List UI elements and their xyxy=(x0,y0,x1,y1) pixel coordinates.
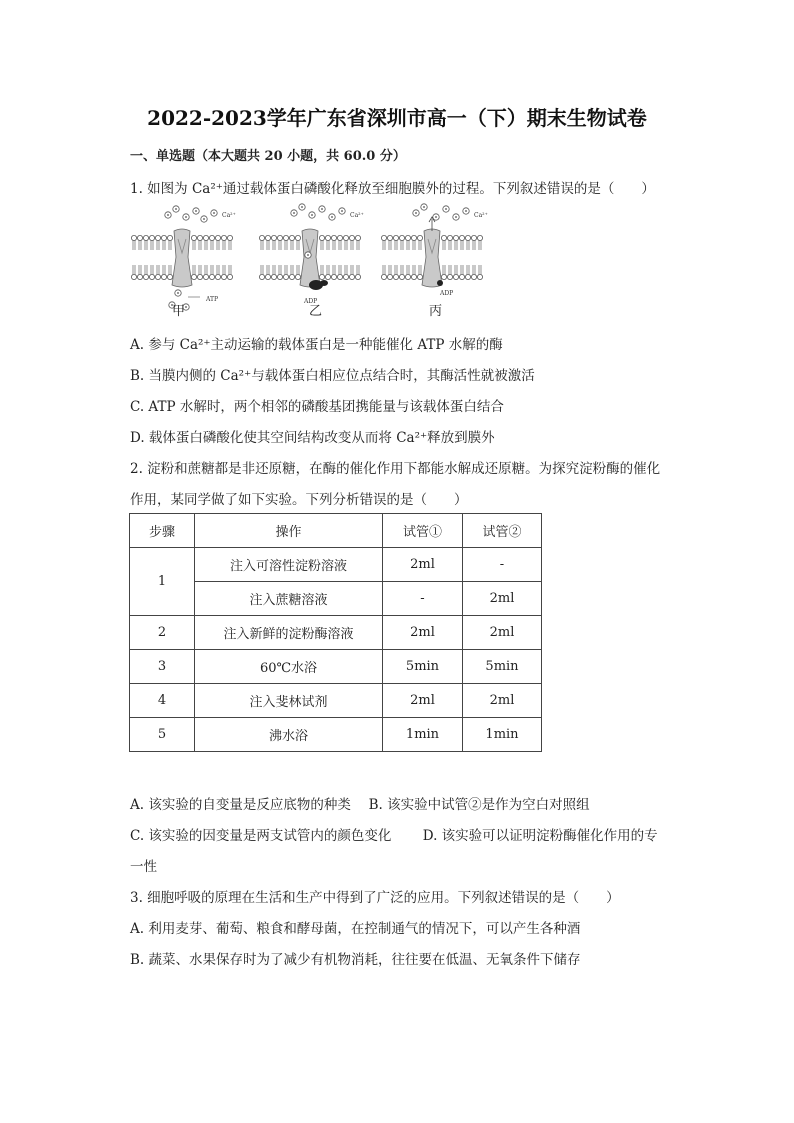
cell-tube-1: 2ml xyxy=(383,616,463,650)
panel-jia xyxy=(131,206,232,310)
header-operation: 操作 xyxy=(195,514,383,548)
cell-tube-2: 1min xyxy=(463,718,542,752)
figure-label-yi: 乙 xyxy=(309,304,323,319)
q2-options-line3: 一性 xyxy=(130,859,157,875)
header-step: 步骤 xyxy=(130,514,195,548)
cell-operation: 沸水浴 xyxy=(195,718,383,752)
cell-step: 4 xyxy=(130,684,195,718)
q1-option-c: C. ATP 水解时，两个相邻的磷酸基团携能量与该载体蛋白结合 xyxy=(130,399,504,415)
cell-operation: 注入斐林试剂 xyxy=(195,684,383,718)
q3-option-a: A. 利用麦芽、葡萄、粮食和酵母菌，在控制通气的情况下，可以产生各种酒 xyxy=(130,921,581,937)
ion-label-3: Ca²⁺ xyxy=(474,212,488,219)
panel-yi xyxy=(259,204,360,305)
cell-step: 3 xyxy=(130,650,195,684)
question-2-stem-line2: 作用，某同学做了如下实验。下列分析错误的是（ ） xyxy=(130,492,468,508)
panel-bing xyxy=(381,204,482,297)
cell-tube-1: 1min xyxy=(383,718,463,752)
table-row xyxy=(130,650,542,684)
cell-operation: 注入可溶性淀粉溶液 xyxy=(195,548,383,582)
header-tube-2: 试管② xyxy=(463,514,542,548)
cell-operation: 注入新鲜的淀粉酶溶液 xyxy=(195,616,383,650)
q1-option-a: A. 参与 Ca²⁺主动运输的载体蛋白是一种能催化 ATP 水解的酶 xyxy=(130,337,503,353)
atp-label: ATP xyxy=(206,296,219,303)
cell-tube-2: 2ml xyxy=(463,582,542,616)
q2-options-line1: A. 该实验的自变量是反应底物的种类 B. 该实验中试管②是作为空白对照组 xyxy=(130,797,590,813)
table-row xyxy=(130,548,542,582)
table-header-row xyxy=(130,514,542,548)
cell-tube-1: 5min xyxy=(383,650,463,684)
cell-step: 5 xyxy=(130,718,195,752)
cell-tube-2: 2ml xyxy=(463,616,542,650)
figure-label-bing: 丙 xyxy=(429,304,443,319)
cell-tube-1: 2ml xyxy=(383,548,463,582)
cell-step: 1 xyxy=(130,548,195,616)
cell-tube-1: 2ml xyxy=(383,684,463,718)
question-3-stem: 3. 细胞呼吸的原理在生活和生产中得到了广泛的应用。下列叙述错误的是（ ） xyxy=(130,890,620,906)
cell-tube-1: - xyxy=(383,582,463,616)
cell-operation: 注入蔗糖溶液 xyxy=(195,582,383,616)
table-row xyxy=(130,718,542,752)
adp-label-1: ADP xyxy=(304,298,318,305)
ion-label-2: Ca²⁺ xyxy=(350,212,364,219)
cell-tube-2: 2ml xyxy=(463,684,542,718)
table-row xyxy=(130,684,542,718)
cell-tube-2: 5min xyxy=(463,650,542,684)
q1-option-b: B. 当膜内侧的 Ca²⁺与载体蛋白相应位点结合时，其酶活性就被激活 xyxy=(130,368,535,384)
table-row xyxy=(130,616,542,650)
adp-label-2: ADP xyxy=(440,290,454,297)
q2-options-line2: C. 该实验的因变量是两支试管内的颜色变化 D. 该实验可以证明淀粉酶催化作用的专 xyxy=(130,828,658,844)
section-heading: 一、单选题（本大题共 20 小题，共 60.0 分） xyxy=(130,149,406,164)
header-tube-1: 试管① xyxy=(383,514,463,548)
figure-label-jia: 甲 xyxy=(172,304,186,319)
question-1-stem: 1. 如图为 Ca²⁺通过载体蛋白磷酸化释放至细胞膜外的过程。下列叙述错误的是（ ） xyxy=(130,181,655,197)
page-title: 2022-2023学年广东省深圳市高一（下）期末生物试卷 xyxy=(147,106,647,130)
experiment-table xyxy=(129,513,542,752)
cell-operation: 60℃水浴 xyxy=(195,650,383,684)
cell-tube-2: - xyxy=(463,548,542,582)
ion-label-1: Ca²⁺ xyxy=(222,212,236,219)
q3-option-b: B. 蔬菜、水果保存时为了减少有机物消耗，往往要在低温、无氧条件下储存 xyxy=(130,952,581,968)
cell-step: 2 xyxy=(130,616,195,650)
q1-option-d: D. 载体蛋白磷酸化使其空间结构改变从而将 Ca²⁺释放到膜外 xyxy=(130,430,495,446)
question-2-stem-line1: 2. 淀粉和蔗糖都是非还原糖，在酶的催化作用下都能水解成还原糖。为探究淀粉酶的催化 xyxy=(130,461,661,477)
